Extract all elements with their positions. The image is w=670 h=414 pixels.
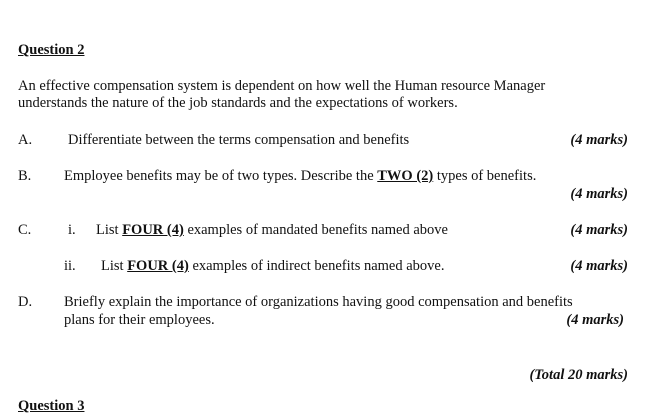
total-marks: (Total 20 marks)	[529, 367, 628, 383]
item-c-sub1-marks: (4 marks)	[570, 222, 628, 238]
next-question-heading: Question 3	[18, 398, 85, 414]
item-c-sub2-text	[101, 259, 444, 274]
item-c-sub1-emphasis: FOUR (4)	[122, 222, 184, 238]
item-c-sub2-marks: (4 marks)	[570, 258, 628, 274]
item-c-sub1-text-after: examples of mandated benefits named above	[183, 222, 448, 238]
item-d-line-2: plans for their employees.	[64, 312, 215, 328]
item-d-line-1: Briefly explain the importance of organizations having good compensation and benefits	[64, 294, 573, 310]
item-c-letter: C.	[18, 222, 32, 238]
item-c-sub1-numeral: i.	[68, 222, 76, 238]
intro-line-1: An effective compensation system is dependent on how well the Human resource Manager	[18, 78, 546, 94]
item-b-text-before: Employee benefits may be of two types. Describe the	[64, 168, 378, 184]
item-b-text	[64, 169, 536, 184]
item-c-sub2-numeral: ii.	[64, 258, 76, 274]
question-heading: Question 2	[18, 42, 85, 58]
item-b-text-after: types of benefits.	[433, 168, 537, 184]
item-a-text: Differentiate between the terms compensation and benefits	[68, 132, 410, 148]
item-a-letter: A.	[18, 132, 33, 148]
item-c-sub1-text-before: List	[96, 222, 123, 238]
item-c-sub2-text-before: List	[101, 258, 128, 274]
item-d-marks: (4 marks)	[566, 312, 624, 328]
item-b-marks: (4 marks)	[570, 186, 628, 202]
item-b-letter: B.	[18, 168, 32, 184]
item-b-emphasis: TWO (2)	[377, 168, 434, 184]
item-a-marks: (4 marks)	[570, 132, 628, 148]
intro-paragraph	[18, 78, 545, 112]
item-c-sub2-emphasis: FOUR (4)	[127, 258, 189, 274]
item-d-letter: D.	[18, 294, 33, 310]
item-c-sub2-text-after: examples of indirect benefits named above.	[188, 258, 445, 274]
intro-line-2: understands the nature of the job standards and the expectations of workers.	[18, 95, 458, 111]
item-c-sub1-text	[96, 223, 448, 238]
